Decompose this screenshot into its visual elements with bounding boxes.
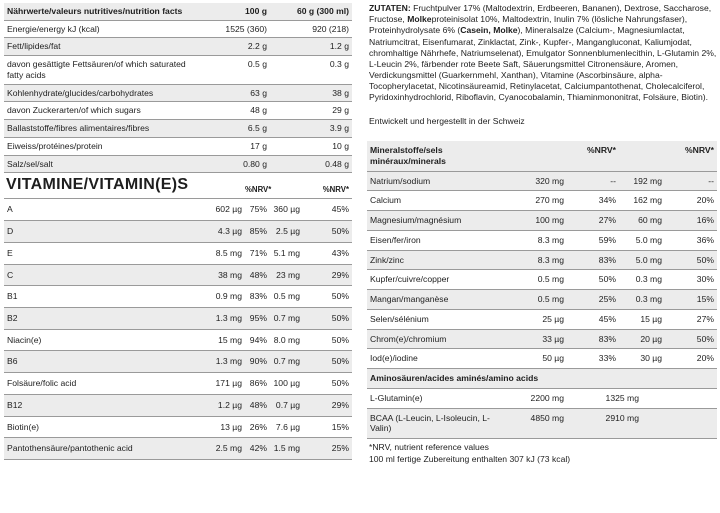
- vitamin-amount-60g: 2.5 µg: [275, 226, 300, 237]
- vitamin-label: B6: [7, 356, 18, 367]
- mineral-nrv-100g: 83%: [598, 254, 616, 265]
- ingredients-text: [367, 3, 717, 104]
- vitamin-amount-60g: 0.7 µg: [275, 399, 300, 410]
- mineral-nrv-60g: 20%: [696, 195, 714, 206]
- vitamin-amount-100g: 1.3 mg: [215, 313, 242, 324]
- mineral-nrv-60g: 50%: [696, 254, 714, 265]
- mineral-nrv-60g: 50%: [696, 333, 714, 344]
- nutrition-label: Kohlenhydrate/glucides/carbohydrates: [7, 87, 154, 98]
- ingredients-part1: Fruchtpulver 17% (Maltodextrin, Erdbeeren, Bananen), Dextrose, Saccharose, Fructose,: [369, 3, 712, 25]
- vitamin-row: [4, 286, 352, 308]
- nutrition-rows: [4, 21, 352, 174]
- vitamin-nrv-60g: 43%: [331, 247, 349, 258]
- mineral-amount-100g: 0.5 mg: [537, 294, 564, 305]
- vitamin-nrv-100g: 94%: [249, 334, 267, 345]
- ingredients-part2: proteinisolat 10%, Maltodextrin, Inulin 7% (lösliche Nahrungsfaser), Proteinhydrolysate 6% (: [369, 14, 688, 36]
- amino-row: [367, 389, 717, 409]
- mineral-nrv-60g: 36%: [696, 234, 714, 245]
- mineral-amount-60g: 0.3 mg: [635, 294, 662, 305]
- mineral-label: Kupfer/cuivre/copper: [370, 274, 450, 285]
- mineral-nrv-60g: 20%: [696, 353, 714, 364]
- amino-rows: [367, 389, 717, 439]
- vitamin-row: [4, 373, 352, 395]
- nutrition-row: [4, 102, 352, 120]
- vitamin-nrv-60g: 25%: [331, 443, 349, 454]
- vitamin-nrv-60g: 50%: [331, 334, 349, 345]
- nutrition-value-60g: 920 (218): [312, 23, 349, 34]
- vitamin-row: [4, 199, 352, 221]
- nutrition-table: [4, 3, 352, 173]
- vitamin-amount-100g: 602 µg: [215, 204, 242, 215]
- amino-amount-100g: 4850 mg: [530, 412, 564, 423]
- mineral-row: [367, 211, 717, 231]
- vitamin-row: [4, 417, 352, 439]
- vitamin-label: Folsäure/folic acid: [7, 378, 77, 389]
- nutrition-value-60g: 3.9 g: [329, 123, 349, 134]
- left-column: [4, 3, 352, 460]
- nutrition-value-60g: 38 g: [332, 87, 349, 98]
- vitamin-amount-100g: 15 mg: [218, 334, 242, 345]
- vitamin-table: [4, 173, 352, 460]
- vitamin-amount-100g: 38 mg: [218, 269, 242, 280]
- nutrition-value-100g: 2.2 g: [247, 41, 267, 52]
- vitamin-row: [4, 221, 352, 243]
- mineral-amount-100g: 50 µg: [542, 353, 564, 364]
- mineral-nrv-100g: 45%: [598, 313, 616, 324]
- amino-amount-60g: 2910 mg: [605, 412, 639, 423]
- nutrition-label: Salz/sel/salt: [7, 158, 53, 169]
- vitamin-row: [4, 351, 352, 373]
- amino-header-label: Aminosäuren/acides aminés/amino acids: [370, 373, 539, 384]
- vitamin-amount-100g: 2.5 mg: [215, 443, 242, 454]
- vitamin-amount-100g: 13 µg: [220, 421, 242, 432]
- nutrition-value-100g: 1525 (360): [225, 23, 267, 34]
- right-column: [367, 3, 717, 465]
- nutrition-value-100g: 63 g: [250, 87, 267, 98]
- vitamin-label: C: [7, 269, 14, 280]
- mineral-amount-60g: 5.0 mg: [635, 234, 662, 245]
- mineral-nrv-100g: 83%: [598, 333, 616, 344]
- nutrition-header-col1: 100 g: [245, 6, 267, 16]
- vitamin-amount-60g: 7.6 µg: [275, 421, 300, 432]
- vitamin-nrv-100g: 90%: [249, 356, 267, 367]
- mineral-amount-60g: 30 µg: [640, 353, 662, 364]
- vitamin-nrv-60g: 50%: [331, 226, 349, 237]
- nutrition-value-100g: 6.5 g: [247, 123, 267, 134]
- nutrition-header-col2: 60 g (300 ml): [296, 6, 349, 16]
- nutrition-value-100g: 0.80 g: [243, 158, 267, 169]
- vitamin-amount-60g: 360 µg: [273, 204, 300, 215]
- vitamin-amount-60g: 5.1 mg: [273, 247, 300, 258]
- vitamin-nrv-header-2: %NRV*: [322, 184, 349, 194]
- mineral-label: Mangan/manganèse: [370, 294, 449, 305]
- mineral-amount-100g: 33 µg: [542, 333, 564, 344]
- vitamin-rows: [4, 199, 352, 460]
- vitamin-nrv-60g: 50%: [331, 356, 349, 367]
- mineral-amount-60g: 15 µg: [640, 313, 662, 324]
- mineral-amount-60g: 60 mg: [638, 215, 662, 226]
- nutrition-value-60g: 0.3 g: [329, 59, 349, 70]
- vitamin-title-wrap: [4, 175, 245, 198]
- mineral-nrv-100g: 33%: [598, 353, 616, 364]
- mineral-nrv-header-2: %NRV*: [685, 145, 714, 156]
- ingredients-bold1: Molke: [407, 14, 432, 25]
- vitamin-row: [4, 243, 352, 265]
- nutrition-label: davon Zuckerarten/of which sugars: [7, 105, 141, 116]
- nutrition-label: Eiweiss/protéines/protein: [7, 140, 103, 151]
- vitamin-nrv-100g: 42%: [249, 443, 267, 454]
- nutrition-value-100g: 48 g: [250, 105, 267, 116]
- vitamin-nrv-100g: 83%: [249, 291, 267, 302]
- vitamin-row: [4, 438, 352, 460]
- mineral-row: [367, 172, 717, 192]
- vitamin-nrv-100g: 86%: [249, 378, 267, 389]
- nutrition-row: [4, 38, 352, 56]
- mineral-label: Eisen/fer/iron: [370, 234, 421, 245]
- amino-label: BCAA (L-Leucin, L-Isoleucin, L-Valin): [370, 412, 490, 434]
- mineral-label: Iod(e)/iodine: [370, 353, 418, 364]
- mineral-amount-100g: 25 µg: [542, 313, 564, 324]
- vitamin-amount-60g: 0.7 mg: [273, 356, 300, 367]
- mineral-label: Zink/zinc: [370, 254, 404, 265]
- vitamin-nrv-100g: 85%: [249, 226, 267, 237]
- amino-row: [367, 409, 717, 439]
- mineral-amount-100g: 0.5 mg: [537, 274, 564, 285]
- vitamin-amount-100g: 1.3 mg: [215, 356, 242, 367]
- mineral-header-label: Mineralstoffe/sels minéraux/minerals: [370, 145, 446, 167]
- vitamin-amount-100g: 0.9 mg: [215, 291, 242, 302]
- mineral-nrv-60g: 15%: [696, 294, 714, 305]
- ingredients-bold2: Casein, Molke: [460, 25, 518, 36]
- nutrition-row: [4, 120, 352, 138]
- vitamin-row: [4, 330, 352, 352]
- vitamin-nrv-60g: 45%: [331, 204, 349, 215]
- vitamin-nrv-100g: 26%: [249, 421, 267, 432]
- vitamin-nrv-60g: 29%: [331, 399, 349, 410]
- mineral-amount-60g: 0.3 mg: [635, 274, 662, 285]
- mineral-nrv-100g: 34%: [598, 195, 616, 206]
- mineral-table: [367, 141, 717, 439]
- mineral-amount-60g: 20 µg: [640, 333, 662, 344]
- amino-label: L-Glutamin(e): [370, 392, 423, 403]
- vitamin-nrv-60g: 29%: [331, 269, 349, 280]
- mineral-label: Selen/sélénium: [370, 313, 429, 324]
- mineral-amount-100g: 270 mg: [535, 195, 564, 206]
- vitamin-header: [4, 173, 352, 199]
- vitamin-amount-60g: 8.0 mg: [273, 334, 300, 345]
- mineral-nrv-60g: --: [708, 175, 714, 186]
- mineral-row: [367, 251, 717, 271]
- vitamin-nrv-100g: 95%: [249, 313, 267, 324]
- nutrition-label: Energie/energy kJ (kcal): [7, 23, 100, 34]
- mineral-row: [367, 349, 717, 369]
- vitamin-amount-100g: 171 µg: [215, 378, 242, 389]
- mineral-nrv-60g: 30%: [696, 274, 714, 285]
- nutrition-label: Ballaststoffe/fibres alimentaires/fibres: [7, 123, 150, 134]
- footnote-preparation: 100 ml fertige Zubereitung enthalten 307 kJ (73 kcal): [369, 453, 571, 464]
- nutrition-row: [4, 156, 352, 174]
- nutrition-label: davon gesättigte Fettsäuren/of which saturated fatty acids: [7, 59, 186, 80]
- nutrition-row: [4, 56, 352, 84]
- nutrition-value-100g: 0.5 g: [247, 59, 267, 70]
- ingredients-part3: ), Mineralsalze (Calcium-, Magnesiumlactat, Natriumcitrat, Eisenfumarat, Zinklactat, Zink-, Kupfer-, Mangangluconat, Kaliumjodat, chromhaltige Nährhefe, Natriumselenat), Emulgator Sonnenblumenlecithin, L-Glutamin 2%, L-Leucin 2%, färbender rote Beete Saft, Säuerungsmittel Citronensäure, Aromen, Verdickungsmittel (Guarkernmehl, Xanthan), Vitamine (Ascorbinsäure, alpha-Tocopherylacetat, Nicotinsäureamid, Retinylacetat, Calciumpantothenat, Cholecalciferol, Pyridoxinhydrochlorid, Riboflavin, Cyanocobalamin, Thiaminmononitrat, Folsäure, Biotin).: [369, 25, 717, 103]
- vitamin-nrv-60g: 15%: [331, 421, 349, 432]
- mineral-nrv-60g: 16%: [696, 215, 714, 226]
- mineral-nrv-60g: 27%: [696, 313, 714, 324]
- vitamin-label: E: [7, 247, 13, 258]
- mineral-nrv-header-1: %NRV*: [587, 145, 616, 156]
- nutrition-value-100g: 17 g: [250, 140, 267, 151]
- vitamin-amount-100g: 1.2 µg: [217, 399, 242, 410]
- vitamin-label: B1: [7, 291, 18, 302]
- amino-amount-60g: 1325 mg: [605, 392, 639, 403]
- mineral-nrv-100g: 25%: [598, 294, 616, 305]
- mineral-label: Calcium: [370, 195, 402, 206]
- mineral-nrv-100g: 59%: [598, 234, 616, 245]
- vitamin-nrv-60g: 50%: [331, 291, 349, 302]
- vitamin-amount-100g: 8.5 mg: [215, 247, 242, 258]
- mineral-amount-100g: 8.3 mg: [537, 254, 564, 265]
- mineral-label: Natrium/sodium: [370, 175, 431, 186]
- vitamin-label: Pantothensäure/pantothenic acid: [7, 443, 133, 454]
- ingredients-label: ZUTATEN:: [369, 3, 411, 13]
- vitamin-row: [4, 308, 352, 330]
- vitamin-amount-100g: 4.3 µg: [217, 226, 242, 237]
- vitamin-amount-60g: 0.5 mg: [273, 291, 300, 302]
- mineral-row: [367, 310, 717, 330]
- mineral-header-spacer-1: [522, 141, 567, 149]
- made-in-switzerland: Entwickelt und hergestellt in der Schweiz: [369, 115, 525, 126]
- vitamin-label: A: [7, 204, 13, 215]
- vitamin-row: [4, 265, 352, 287]
- nutrition-row: [4, 138, 352, 156]
- mineral-amount-100g: 8.3 mg: [537, 234, 564, 245]
- vitamin-nrv-100g: 48%: [249, 399, 267, 410]
- mineral-rows: [367, 172, 717, 369]
- amino-header: [367, 369, 717, 389]
- footnote-nrv: *NRV, nutrient reference values: [369, 442, 489, 453]
- vitamin-label: D: [7, 226, 14, 237]
- nutrition-header: [4, 3, 352, 21]
- vitamin-amount-60g: 0.7 mg: [273, 313, 300, 324]
- mineral-nrv-100g: 27%: [598, 215, 616, 226]
- vitamin-nrv-100g: 75%: [249, 204, 267, 215]
- mineral-row: [367, 330, 717, 350]
- mineral-row: [367, 191, 717, 211]
- mineral-amount-60g: 192 mg: [633, 175, 662, 186]
- mineral-nrv-100g: --: [610, 175, 616, 186]
- vitamin-nrv-100g: 48%: [249, 269, 267, 280]
- vitamin-label: Niacin(e): [7, 334, 42, 345]
- mineral-amount-100g: 100 mg: [535, 215, 564, 226]
- nutrition-value-60g: 1.2 g: [329, 41, 349, 52]
- mineral-amount-100g: 320 mg: [535, 175, 564, 186]
- mineral-header: [367, 141, 717, 171]
- vitamin-amount-60g: 23 mg: [276, 269, 300, 280]
- nutrition-row: [4, 21, 352, 39]
- mineral-amount-60g: 162 mg: [633, 195, 662, 206]
- vitamin-label: B12: [7, 399, 23, 410]
- vitamin-label: Biotin(e): [7, 421, 39, 432]
- nutrition-row: [4, 85, 352, 103]
- mineral-amount-60g: 5.0 mg: [635, 254, 662, 265]
- vitamin-nrv-60g: 50%: [331, 313, 349, 324]
- vitamin-title: VITAMINE/VITAMIN(E)S: [6, 176, 189, 194]
- vitamin-row: [4, 395, 352, 417]
- mineral-label: Chrom(e)/chromium: [370, 333, 447, 344]
- footnotes: [367, 439, 717, 465]
- nutrition-value-60g: 10 g: [332, 140, 349, 151]
- vitamin-nrv-60g: 50%: [331, 378, 349, 389]
- amino-amount-100g: 2200 mg: [530, 392, 564, 403]
- nutrition-value-60g: 0.48 g: [325, 158, 349, 169]
- mineral-row: [367, 231, 717, 251]
- nutrition-header-label: Nährwerte/valeurs nutritives/nutrition facts: [7, 6, 183, 16]
- vitamin-amount-60g: 1.5 mg: [273, 443, 300, 454]
- mineral-header-spacer-2: [619, 141, 665, 149]
- nutrition-value-60g: 29 g: [332, 105, 349, 116]
- mineral-row: [367, 290, 717, 310]
- vitamin-nrv-100g: 71%: [249, 247, 267, 258]
- nutrition-label: Fett/lipides/fat: [7, 41, 61, 52]
- vitamin-label: B2: [7, 313, 18, 324]
- mineral-label: Magnesium/magnésium: [370, 215, 462, 226]
- mineral-nrv-100g: 50%: [598, 274, 616, 285]
- mineral-row: [367, 270, 717, 290]
- vitamin-amount-60g: 100 µg: [273, 378, 300, 389]
- vitamin-nrv-header-1: %NRV*: [245, 184, 272, 194]
